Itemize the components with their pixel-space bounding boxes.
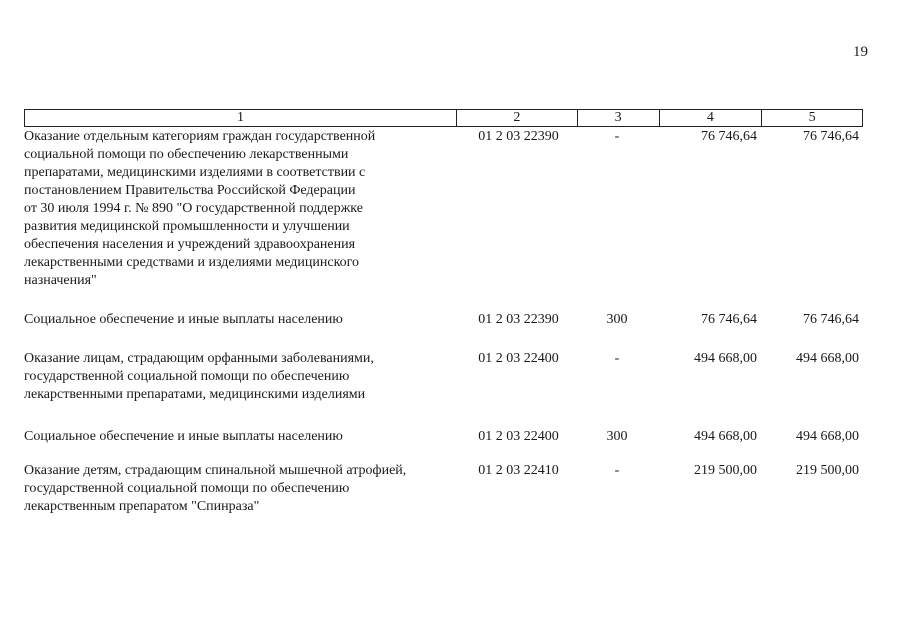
row-amount-col4: 219 500,00 xyxy=(694,463,757,478)
row-code: 01 2 03 22390 xyxy=(478,129,559,144)
row-amount-col4: 76 746,64 xyxy=(701,312,757,327)
row-description xyxy=(24,350,455,404)
row-expense-type: - xyxy=(614,351,620,366)
row-description-line: Социальное обеспечение и иные выплаты населению xyxy=(24,429,343,444)
row-description-line: государственной социальной помощи по обеспечению xyxy=(24,369,350,384)
row-description-line: лекарственным препаратом "Спинраза" xyxy=(24,499,260,514)
row-description xyxy=(24,311,455,329)
column-header-3: 3 xyxy=(578,110,660,126)
row-amount-col4: 76 746,64 xyxy=(701,129,757,144)
row-description-line: от 30 июля 1994 г. № 890 "О государственной поддержке xyxy=(24,201,363,216)
row-amount-col5: 76 746,64 xyxy=(803,129,859,144)
column-header-4: 4 xyxy=(660,110,763,126)
row-expense-type: 300 xyxy=(606,429,628,444)
row-amount-col5: 76 746,64 xyxy=(803,312,859,327)
row-description-line: Оказание лицам, страдающим орфанными заболеваниями, xyxy=(24,351,374,366)
row-code: 01 2 03 22400 xyxy=(478,429,559,444)
row-description-line: развития медицинской промышленности и улучшении xyxy=(24,219,350,234)
row-expense-type: 300 xyxy=(606,312,628,327)
row-description xyxy=(24,462,455,516)
row-description-line: Социальное обеспечение и иные выплаты населению xyxy=(24,312,343,327)
row-description-line: Оказание отдельным категориям граждан государственной xyxy=(24,129,376,144)
table-header-row xyxy=(24,109,863,127)
table-row xyxy=(24,428,863,446)
column-header-2: 2 xyxy=(457,110,578,126)
row-description xyxy=(24,128,455,290)
table-row xyxy=(24,350,863,404)
row-amount-col4: 494 668,00 xyxy=(694,429,757,444)
row-description-line: социальной помощи по обеспечению лекарственными xyxy=(24,147,349,162)
column-header-1: 1 xyxy=(25,110,457,126)
row-amount-col4: 494 668,00 xyxy=(694,351,757,366)
row-description-line: обеспечения населения и учреждений здравоохранения xyxy=(24,237,356,252)
row-code: 01 2 03 22390 xyxy=(478,312,559,327)
row-description-line: постановлением Правительства Российской Федерации xyxy=(24,183,356,198)
row-description-line: лекарственными препаратами, медицинскими изделиями xyxy=(24,387,366,402)
column-header-5: 5 xyxy=(808,110,816,125)
row-amount-col5: 219 500,00 xyxy=(796,463,859,478)
row-description-line: лекарственными средствами и изделиями медицинского xyxy=(24,255,360,270)
row-description-line: назначения" xyxy=(24,273,97,288)
row-description xyxy=(24,428,455,446)
row-description-line: препаратами, медицинскими изделиями в соответствии с xyxy=(24,165,366,180)
row-amount-col5: 494 668,00 xyxy=(796,429,859,444)
page-number: 19 xyxy=(853,44,868,60)
row-description-line: государственной социальной помощи по обеспечению xyxy=(24,481,350,496)
row-code: 01 2 03 22410 xyxy=(478,463,559,478)
table-row xyxy=(24,128,863,290)
table-row xyxy=(24,462,863,516)
row-code: 01 2 03 22400 xyxy=(478,351,559,366)
row-expense-type: - xyxy=(614,129,620,144)
table-row xyxy=(24,311,863,329)
budget-table xyxy=(24,109,863,516)
row-amount-col5: 494 668,00 xyxy=(796,351,859,366)
row-description-line: Оказание детям, страдающим спинальной мышечной атрофией, xyxy=(24,463,407,478)
row-expense-type: - xyxy=(614,463,620,478)
